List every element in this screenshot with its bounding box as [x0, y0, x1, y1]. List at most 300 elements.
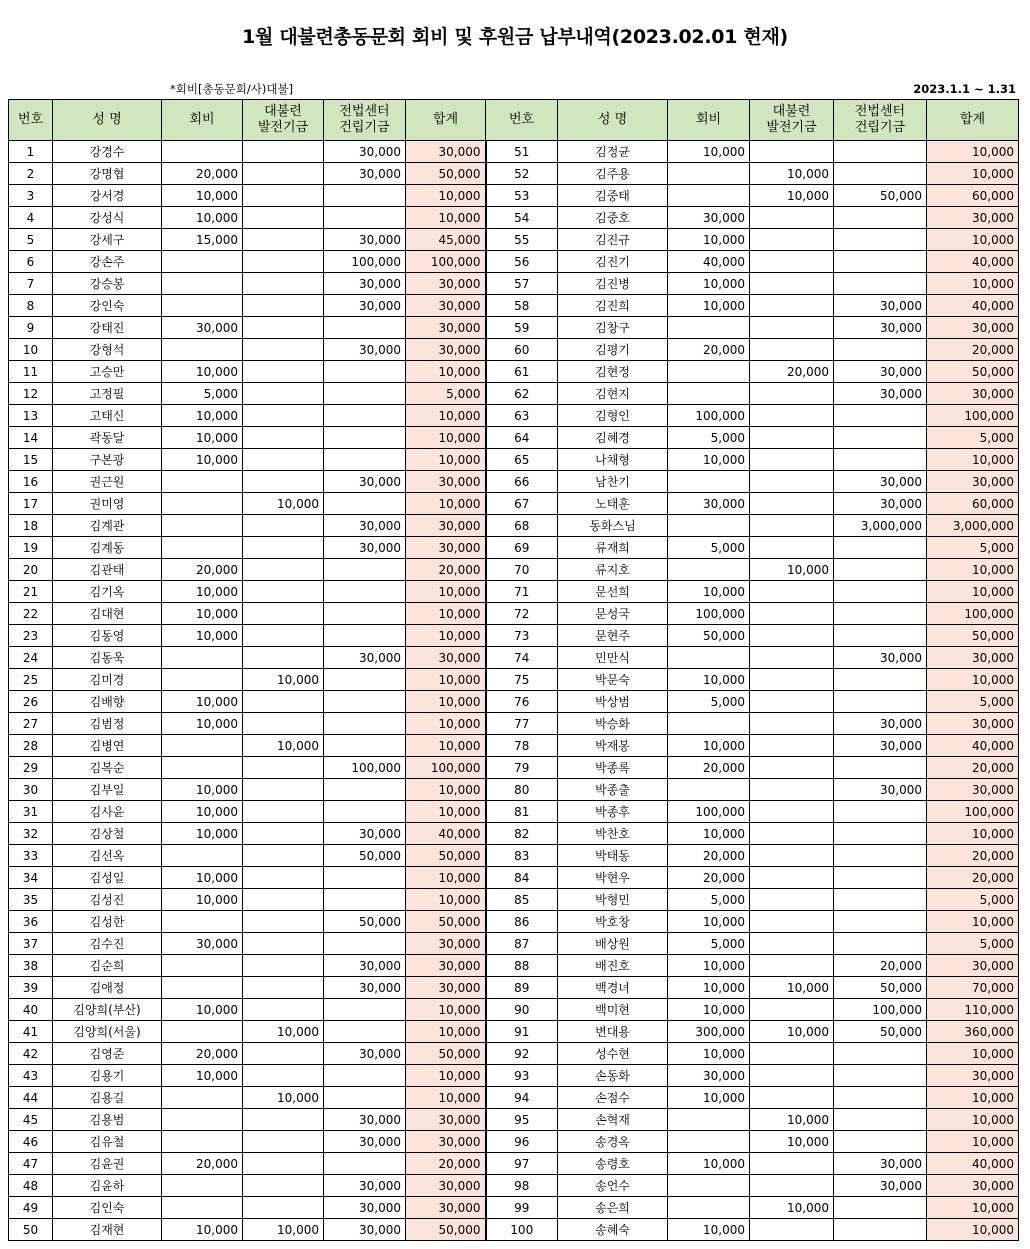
fee-amount [162, 911, 243, 933]
fee-amount: 10,000 [668, 955, 750, 977]
total-amount: 45,000 [406, 229, 486, 251]
row-number: 92 [486, 1043, 558, 1065]
member-name: 송경옥 [558, 1131, 668, 1153]
fee-amount: 10,000 [162, 691, 243, 713]
fee-note: *회비[총동문회/사)대불] [170, 82, 294, 96]
total-amount: 20,000 [927, 757, 1019, 779]
row-number: 62 [486, 383, 558, 405]
row-number: 18 [9, 515, 53, 537]
dharma-center-fund-amount [834, 933, 927, 955]
fee-amount [668, 1175, 750, 1197]
row-number: 21 [9, 581, 53, 603]
row-number: 26 [9, 691, 53, 713]
total-amount: 10,000 [406, 999, 486, 1021]
development-fund-amount [243, 427, 324, 449]
table-row [9, 537, 1019, 559]
development-fund-amount [243, 1109, 324, 1131]
row-number: 37 [9, 933, 53, 955]
total-amount: 10,000 [927, 229, 1019, 251]
total-amount: 10,000 [927, 163, 1019, 185]
dharma-center-fund-amount [834, 207, 927, 229]
total-amount: 10,000 [406, 361, 486, 383]
table-row [9, 449, 1019, 471]
dharma-center-fund-amount [324, 185, 406, 207]
member-name: 고정필 [53, 383, 162, 405]
total-amount: 5,000 [927, 537, 1019, 559]
member-name: 강세구 [53, 229, 162, 251]
row-number: 74 [486, 647, 558, 669]
row-number: 95 [486, 1109, 558, 1131]
total-amount: 30,000 [406, 1109, 486, 1131]
dharma-center-fund-amount [324, 713, 406, 735]
dharma-center-fund-amount: 30,000 [324, 1131, 406, 1153]
period-label: 2023.1.1 ~ 1.31 [913, 82, 1016, 96]
dharma-center-fund-amount: 30,000 [324, 229, 406, 251]
member-name: 송은희 [558, 1197, 668, 1219]
row-number: 19 [9, 537, 53, 559]
fee-amount: 10,000 [162, 999, 243, 1021]
development-fund-amount: 20,000 [750, 361, 834, 383]
dharma-center-fund-amount [834, 1219, 927, 1241]
total-amount: 30,000 [406, 955, 486, 977]
header-development-fund: 대불련 발전기금 [243, 100, 324, 141]
dharma-center-fund-amount [324, 779, 406, 801]
row-number: 22 [9, 603, 53, 625]
total-amount: 10,000 [406, 625, 486, 647]
development-fund-amount [243, 405, 324, 427]
member-name: 김범정 [53, 713, 162, 735]
row-number: 53 [486, 185, 558, 207]
dharma-center-fund-amount [834, 1109, 927, 1131]
member-name: 손점수 [558, 1087, 668, 1109]
development-fund-amount: 10,000 [750, 1021, 834, 1043]
row-number: 2 [9, 163, 53, 185]
row-number: 51 [486, 141, 558, 163]
fee-amount: 10,000 [162, 207, 243, 229]
table-row [9, 713, 1019, 735]
total-amount: 5,000 [927, 691, 1019, 713]
payment-table [8, 99, 1019, 1241]
development-fund-amount [243, 977, 324, 999]
dharma-center-fund-amount [324, 449, 406, 471]
dharma-center-fund-amount [834, 889, 927, 911]
member-name: 김평기 [558, 339, 668, 361]
table-row [9, 229, 1019, 251]
development-fund-amount [750, 581, 834, 603]
dharma-center-fund-amount [834, 581, 927, 603]
dharma-center-fund-amount [324, 559, 406, 581]
row-number: 28 [9, 735, 53, 757]
total-amount: 10,000 [406, 207, 486, 229]
dharma-center-fund-amount [324, 1021, 406, 1043]
dharma-center-fund-amount [324, 493, 406, 515]
member-name: 김중태 [558, 185, 668, 207]
total-amount: 5,000 [927, 933, 1019, 955]
member-name: 김진규 [558, 229, 668, 251]
development-fund-amount [243, 1043, 324, 1065]
member-name: 김용범 [53, 1109, 162, 1131]
member-name: 김진병 [558, 273, 668, 295]
member-name: 김창구 [558, 317, 668, 339]
member-name: 류지호 [558, 559, 668, 581]
development-fund-amount: 10,000 [243, 669, 324, 691]
dharma-center-fund-amount [324, 933, 406, 955]
fee-amount: 10,000 [668, 229, 750, 251]
development-fund-amount [750, 1219, 834, 1241]
total-amount: 30,000 [406, 1175, 486, 1197]
fee-amount [162, 493, 243, 515]
dharma-center-fund-amount [834, 405, 927, 427]
member-name: 박현우 [558, 867, 668, 889]
total-amount: 10,000 [927, 581, 1019, 603]
total-amount: 5,000 [927, 427, 1019, 449]
fee-amount: 30,000 [668, 493, 750, 515]
fee-amount [668, 515, 750, 537]
total-amount: 10,000 [927, 559, 1019, 581]
row-number: 73 [486, 625, 558, 647]
table-row [9, 163, 1019, 185]
member-name: 송혜숙 [558, 1219, 668, 1241]
development-fund-amount [243, 339, 324, 361]
fee-amount: 300,000 [668, 1021, 750, 1043]
development-fund-amount [243, 889, 324, 911]
development-fund-amount [750, 999, 834, 1021]
development-fund-amount [750, 823, 834, 845]
dharma-center-fund-amount [834, 911, 927, 933]
dharma-center-fund-amount: 50,000 [834, 977, 927, 999]
total-amount: 10,000 [927, 1087, 1019, 1109]
development-fund-amount: 10,000 [243, 493, 324, 515]
development-fund-amount [243, 1175, 324, 1197]
fee-amount: 10,000 [162, 889, 243, 911]
fee-amount: 10,000 [162, 185, 243, 207]
total-amount: 40,000 [927, 251, 1019, 273]
table-row [9, 647, 1019, 669]
dharma-center-fund-amount: 30,000 [324, 163, 406, 185]
member-name: 박찬호 [558, 823, 668, 845]
total-amount: 20,000 [927, 845, 1019, 867]
dharma-center-fund-amount: 30,000 [324, 1043, 406, 1065]
development-fund-amount [243, 757, 324, 779]
dharma-center-fund-amount: 30,000 [324, 1197, 406, 1219]
dharma-center-fund-amount [834, 449, 927, 471]
header-fee: 회비 [162, 100, 243, 141]
dharma-center-fund-amount [834, 163, 927, 185]
total-amount: 100,000 [406, 757, 486, 779]
member-name: 고승만 [53, 361, 162, 383]
member-name: 김대현 [53, 603, 162, 625]
member-name: 김배향 [53, 691, 162, 713]
development-fund-amount: 10,000 [750, 1109, 834, 1131]
member-name: 박호창 [558, 911, 668, 933]
fee-amount [162, 339, 243, 361]
fee-amount [668, 1109, 750, 1131]
table-row [9, 427, 1019, 449]
dharma-center-fund-amount: 30,000 [834, 361, 927, 383]
total-amount: 10,000 [406, 1021, 486, 1043]
total-amount: 10,000 [406, 1065, 486, 1087]
dharma-center-fund-amount: 30,000 [324, 977, 406, 999]
member-name: 김병연 [53, 735, 162, 757]
table-row [9, 779, 1019, 801]
total-amount: 20,000 [927, 339, 1019, 361]
total-amount: 10,000 [406, 1087, 486, 1109]
table-row [9, 559, 1019, 581]
total-amount: 10,000 [927, 273, 1019, 295]
member-name: 고태신 [53, 405, 162, 427]
development-fund-amount [243, 251, 324, 273]
row-number: 55 [486, 229, 558, 251]
dharma-center-fund-amount [834, 625, 927, 647]
dharma-center-fund-amount: 30,000 [834, 295, 927, 317]
dharma-center-fund-amount [834, 867, 927, 889]
total-amount: 110,000 [927, 999, 1019, 1021]
header-dharma-center-fund: 전법센터 건립기금 [834, 100, 927, 141]
development-fund-amount [243, 603, 324, 625]
development-fund-amount: 10,000 [750, 1197, 834, 1219]
fee-amount: 10,000 [162, 779, 243, 801]
development-fund-amount [243, 647, 324, 669]
fee-amount: 10,000 [668, 1219, 750, 1241]
development-fund-amount [750, 1065, 834, 1087]
development-fund-amount [750, 515, 834, 537]
table-row [9, 1109, 1019, 1131]
table-row [9, 515, 1019, 537]
dharma-center-fund-amount: 30,000 [834, 383, 927, 405]
row-number: 68 [486, 515, 558, 537]
fee-amount: 10,000 [162, 581, 243, 603]
member-name: 김유철 [53, 1131, 162, 1153]
development-fund-amount [750, 647, 834, 669]
row-number: 13 [9, 405, 53, 427]
row-number: 59 [486, 317, 558, 339]
total-amount: 40,000 [927, 1153, 1019, 1175]
member-name: 김혜경 [558, 427, 668, 449]
total-amount: 100,000 [927, 801, 1019, 823]
development-fund-amount: 10,000 [243, 1219, 324, 1241]
member-name: 박종후 [558, 801, 668, 823]
fee-amount [162, 1175, 243, 1197]
dharma-center-fund-amount: 50,000 [834, 185, 927, 207]
dharma-center-fund-amount [324, 581, 406, 603]
dharma-center-fund-amount [834, 229, 927, 251]
development-fund-amount [750, 933, 834, 955]
table-row [9, 1153, 1019, 1175]
fee-amount: 10,000 [668, 669, 750, 691]
development-fund-amount [243, 207, 324, 229]
fee-amount: 10,000 [162, 427, 243, 449]
total-amount: 30,000 [927, 713, 1019, 735]
development-fund-amount: 10,000 [243, 1021, 324, 1043]
table-row [9, 977, 1019, 999]
fee-amount [162, 845, 243, 867]
fee-amount: 15,000 [162, 229, 243, 251]
development-fund-amount: 10,000 [243, 735, 324, 757]
fee-amount: 10,000 [162, 603, 243, 625]
total-amount: 10,000 [927, 1109, 1019, 1131]
row-number: 23 [9, 625, 53, 647]
fee-amount: 10,000 [162, 1219, 243, 1241]
dharma-center-fund-amount [324, 625, 406, 647]
fee-amount: 50,000 [668, 625, 750, 647]
fee-amount [162, 955, 243, 977]
total-amount: 40,000 [927, 735, 1019, 757]
fee-amount: 5,000 [668, 427, 750, 449]
dharma-center-fund-amount [834, 251, 927, 273]
member-name: 김중호 [558, 207, 668, 229]
member-name: 구본광 [53, 449, 162, 471]
member-name: 강인숙 [53, 295, 162, 317]
row-number: 40 [9, 999, 53, 1021]
member-name: 노태훈 [558, 493, 668, 515]
table-row [9, 735, 1019, 757]
row-number: 5 [9, 229, 53, 251]
total-amount: 10,000 [406, 581, 486, 603]
row-number: 14 [9, 427, 53, 449]
development-fund-amount [750, 317, 834, 339]
total-amount: 3,000,000 [927, 515, 1019, 537]
fee-amount: 20,000 [668, 845, 750, 867]
row-number: 65 [486, 449, 558, 471]
dharma-center-fund-amount [834, 669, 927, 691]
header-name: 성 명 [53, 100, 162, 141]
development-fund-amount [750, 911, 834, 933]
development-fund-amount [243, 911, 324, 933]
member-name: 김동욱 [53, 647, 162, 669]
member-name: 강명협 [53, 163, 162, 185]
fee-amount: 10,000 [668, 449, 750, 471]
row-number: 75 [486, 669, 558, 691]
total-amount: 10,000 [406, 889, 486, 911]
member-name: 김형인 [558, 405, 668, 427]
dharma-center-fund-amount [324, 1153, 406, 1175]
dharma-center-fund-amount [324, 1087, 406, 1109]
header-total: 합계 [927, 100, 1019, 141]
total-amount: 30,000 [406, 537, 486, 559]
fee-amount: 10,000 [162, 713, 243, 735]
fee-amount [162, 1021, 243, 1043]
row-number: 16 [9, 471, 53, 493]
fee-amount: 20,000 [668, 867, 750, 889]
dharma-center-fund-amount: 30,000 [324, 471, 406, 493]
fee-amount: 10,000 [668, 823, 750, 845]
development-fund-amount [750, 141, 834, 163]
dharma-center-fund-amount: 30,000 [834, 735, 927, 757]
development-fund-amount [243, 471, 324, 493]
total-amount: 10,000 [406, 449, 486, 471]
development-fund-amount [750, 537, 834, 559]
fee-amount [668, 185, 750, 207]
dharma-center-fund-amount: 30,000 [324, 295, 406, 317]
table-row [9, 1043, 1019, 1065]
total-amount: 10,000 [927, 449, 1019, 471]
total-amount: 10,000 [406, 493, 486, 515]
dharma-center-fund-amount [834, 427, 927, 449]
member-name: 송언수 [558, 1175, 668, 1197]
member-name: 김정균 [558, 141, 668, 163]
row-number: 15 [9, 449, 53, 471]
member-name: 김양희(서울) [53, 1021, 162, 1043]
total-amount: 30,000 [406, 471, 486, 493]
fee-amount: 10,000 [668, 911, 750, 933]
dharma-center-fund-amount [834, 757, 927, 779]
row-number: 1 [9, 141, 53, 163]
total-amount: 360,000 [927, 1021, 1019, 1043]
row-number: 7 [9, 273, 53, 295]
row-number: 98 [486, 1175, 558, 1197]
member-name: 김용기 [53, 1065, 162, 1087]
member-name: 김동영 [53, 625, 162, 647]
fee-amount: 20,000 [162, 1043, 243, 1065]
row-number: 96 [486, 1131, 558, 1153]
total-amount: 40,000 [406, 823, 486, 845]
development-fund-amount [750, 845, 834, 867]
dharma-center-fund-amount [324, 801, 406, 823]
row-number: 3 [9, 185, 53, 207]
fee-amount: 5,000 [668, 889, 750, 911]
development-fund-amount [243, 185, 324, 207]
development-fund-amount [243, 1065, 324, 1087]
fee-amount: 10,000 [668, 581, 750, 603]
fee-amount [668, 559, 750, 581]
row-number: 94 [486, 1087, 558, 1109]
total-amount: 30,000 [927, 647, 1019, 669]
fee-amount: 10,000 [668, 141, 750, 163]
total-amount: 30,000 [927, 1065, 1019, 1087]
fee-amount: 30,000 [162, 933, 243, 955]
development-fund-amount [750, 735, 834, 757]
total-amount: 30,000 [927, 383, 1019, 405]
development-fund-amount [750, 229, 834, 251]
development-fund-amount [243, 273, 324, 295]
member-name: 김순희 [53, 955, 162, 977]
development-fund-amount [243, 823, 324, 845]
fee-amount: 10,000 [162, 625, 243, 647]
row-number: 57 [486, 273, 558, 295]
dharma-center-fund-amount: 30,000 [324, 955, 406, 977]
fee-amount: 10,000 [668, 273, 750, 295]
dharma-center-fund-amount [324, 383, 406, 405]
fee-amount [162, 1087, 243, 1109]
fee-amount: 5,000 [668, 691, 750, 713]
fee-amount [668, 361, 750, 383]
header-development-fund: 대불련 발전기금 [750, 100, 834, 141]
fee-amount: 5,000 [668, 933, 750, 955]
member-name: 김기옥 [53, 581, 162, 603]
row-number: 8 [9, 295, 53, 317]
table-header-row [9, 100, 1019, 141]
row-number: 44 [9, 1087, 53, 1109]
total-amount: 30,000 [406, 295, 486, 317]
table-row [9, 1065, 1019, 1087]
development-fund-amount [750, 1153, 834, 1175]
fee-amount: 5,000 [162, 383, 243, 405]
development-fund-amount: 10,000 [243, 1087, 324, 1109]
dharma-center-fund-amount: 30,000 [324, 1219, 406, 1241]
row-number: 20 [9, 559, 53, 581]
fee-amount [668, 471, 750, 493]
total-amount: 30,000 [406, 933, 486, 955]
development-fund-amount [243, 141, 324, 163]
member-name: 김사윤 [53, 801, 162, 823]
row-number: 80 [486, 779, 558, 801]
fee-amount: 100,000 [668, 801, 750, 823]
total-amount: 50,000 [406, 1043, 486, 1065]
table-row [9, 933, 1019, 955]
dharma-center-fund-amount: 30,000 [324, 1109, 406, 1131]
member-name: 박태동 [558, 845, 668, 867]
development-fund-amount [243, 361, 324, 383]
